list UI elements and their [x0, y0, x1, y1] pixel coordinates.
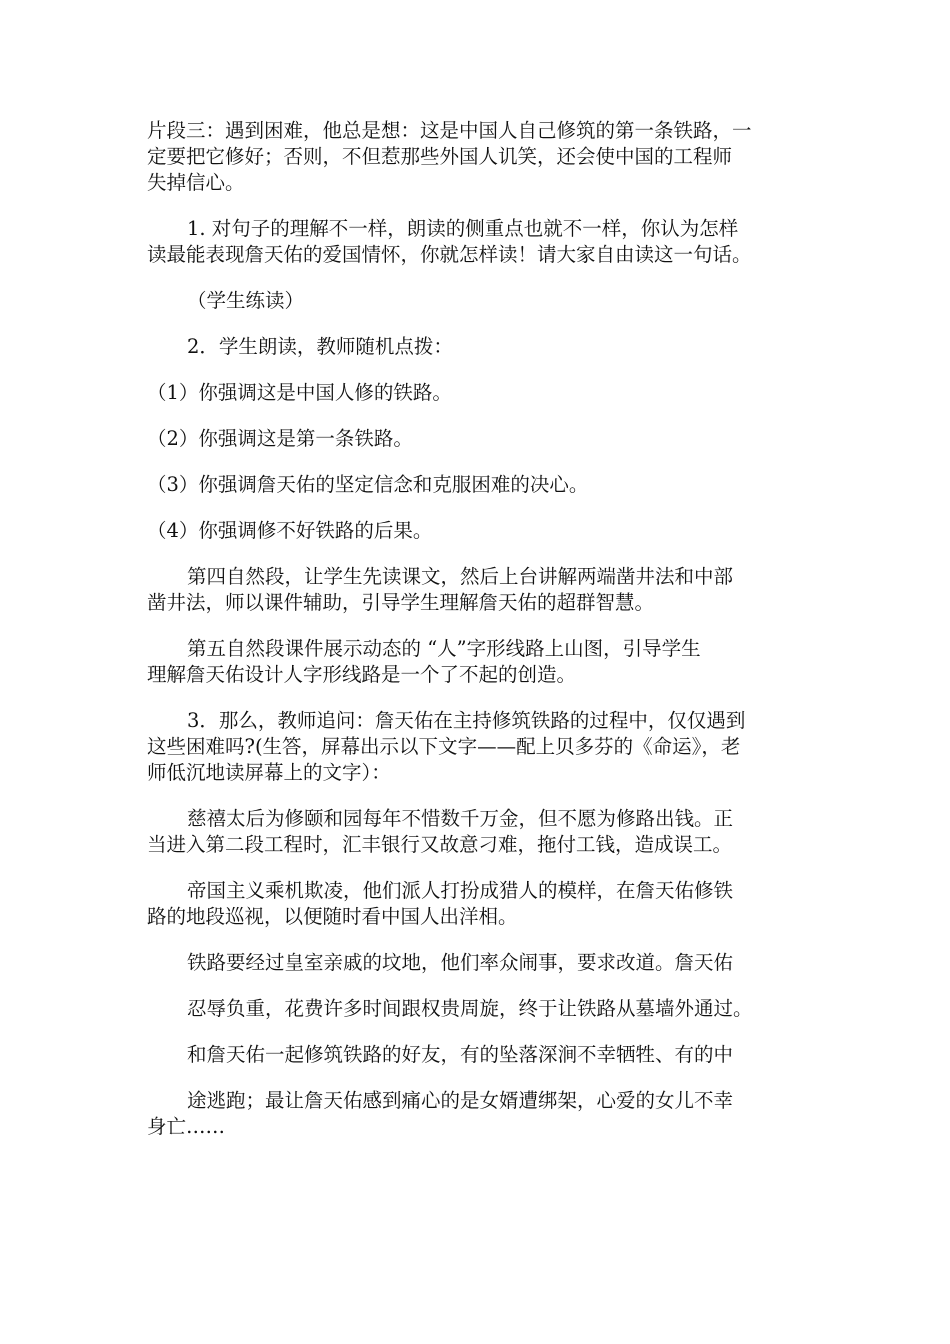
text-line: 失掉信心。	[147, 171, 245, 194]
text-line: 忍辱负重，花费许多时间跟权贵周旋，终于让铁路从墓墙外通过。	[187, 997, 753, 1020]
text-line: 这些困难吗?(生答，屏幕出示以下文字——配上贝多芬的《命运》，老	[147, 735, 741, 758]
text-line: 第四自然段，让学生先读课文，然后上台讲解两端凿井法和中部	[187, 565, 734, 588]
paragraph-step-two	[147, 334, 812, 360]
list-item-2	[147, 426, 812, 452]
text-line: （学生练读）	[187, 289, 305, 312]
paragraph-endure-humiliation	[147, 996, 812, 1022]
paragraph-step-one	[147, 216, 812, 268]
document-body	[147, 118, 812, 1160]
paragraph-segment-three	[147, 118, 812, 196]
text-line: 和詹天佑一起修筑铁路的好友，有的坠落深涧不幸牺牲、有的中	[187, 1043, 734, 1066]
list-item-1	[147, 380, 812, 406]
paragraph-family-tragedy	[147, 1088, 812, 1140]
text-line: （1）你强调这是中国人修的铁路。	[147, 381, 452, 404]
paragraph-step-three	[147, 708, 812, 786]
paragraph-cixi	[147, 806, 812, 858]
text-line: 当进入第二段工程时，汇丰银行又故意刁难，拖付工钱，造成误工。	[147, 833, 733, 856]
text-line: 慈禧太后为修颐和园每年不惜数千万金，但不愿为修路出钱。正	[187, 807, 734, 830]
text-line: 身亡……	[147, 1115, 226, 1138]
paragraph-fourth-section	[147, 564, 812, 616]
text-line: 第五自然段课件展示动态的 “人”字形线路上山图，引导学生	[187, 637, 701, 660]
paragraph-friends	[147, 1042, 812, 1068]
paragraph-student-practice	[147, 288, 812, 314]
text-line: 师低沉地读屏幕上的文字）：	[147, 761, 391, 784]
list-item-4	[147, 518, 812, 544]
text-line: 片段三：遇到困难，他总是想：这是中国人自己修筑的第一条铁路，一	[147, 119, 752, 142]
text-line: 定要把它修好；否则，不但惹那些外国人讥笑，还会使中国的工程师	[147, 145, 733, 168]
text-line: 帝国主义乘机欺凌，他们派人打扮成猎人的模样，在詹天佑修铁	[187, 879, 734, 902]
text-line: 2．学生朗读，教师随机点拨：	[187, 335, 453, 358]
paragraph-imperialism	[147, 878, 812, 930]
text-line: （3）你强调詹天佑的坚定信念和克服困难的决心。	[147, 473, 589, 496]
text-line: （4）你强调修不好铁路的后果。	[147, 519, 433, 542]
text-line: 铁路要经过皇室亲戚的坟地，他们率众闹事，要求改道。詹天佑	[187, 951, 734, 974]
text-line: 1. 对句子的理解不一样，朗读的侧重点也就不一样，你认为怎样	[187, 217, 739, 240]
text-line: 读最能表现詹天佑的爱国情怀，你就怎样读！请大家自由读这一句话。	[147, 243, 752, 266]
text-line: 凿井法，师以课件辅助，引导学生理解詹天佑的超群智慧。	[147, 591, 655, 614]
list-item-3	[147, 472, 812, 498]
paragraph-royal-tomb	[147, 950, 812, 976]
text-line: （2）你强调这是第一条铁路。	[147, 427, 413, 450]
text-line: 途逃跑；最让詹天佑感到痛心的是女婿遭绑架，心爱的女儿不幸	[187, 1089, 734, 1112]
paragraph-fifth-section	[147, 636, 812, 688]
text-line: 3．那么，教师追问：詹天佑在主持修筑铁路的过程中，仅仅遇到	[187, 709, 746, 732]
text-line: 路的地段巡视，以便随时看中国人出洋相。	[147, 905, 518, 928]
text-line: 理解詹天佑设计人字形线路是一个了不起的创造。	[147, 663, 577, 686]
